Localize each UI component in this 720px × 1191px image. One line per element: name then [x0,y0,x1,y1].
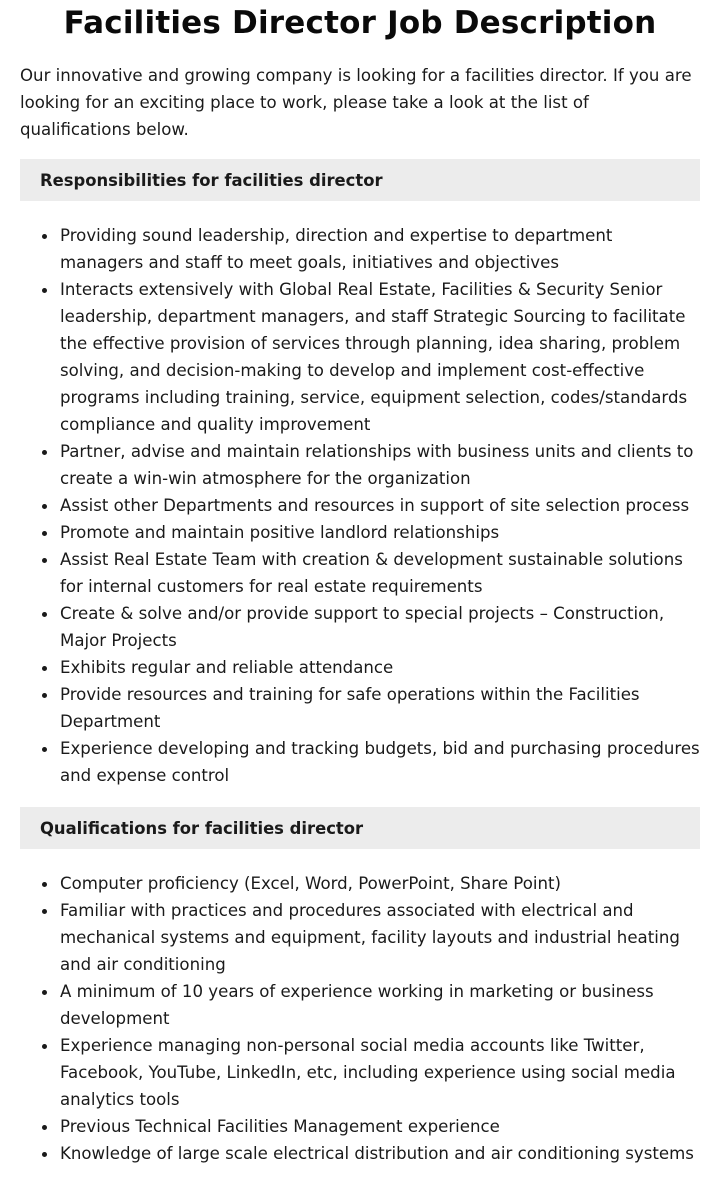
list-item: Provide resources and training for safe operations within the Facilities Department [60,681,700,735]
qualifications-heading: Qualifications for facilities director [40,818,364,838]
responsibilities-header [20,159,700,201]
intro-paragraph: Our innovative and growing company is looking for a facilities director. If you are looking for an exciting place to work, please take a look at the list of qualifications below. [20,66,692,139]
responsibilities-heading: Responsibilities for facilities director [40,170,383,190]
list-item: Interacts extensively with Global Real Estate, Facilities & Security Senior leadership, department managers, and staff Strategic Sourcing to facilitate the effective provision of services through planning, idea sharing, problem solving, and decision-making to develop and implement cost-effective programs including training, service, equipment selection, codes/standards compliance and quality improvement [60,276,700,438]
qualifications-header [20,807,700,849]
list-item: Experience developing and tracking budgets, bid and purchasing procedures and expense control [60,735,700,789]
page-title: Facilities Director Job Description [63,5,657,41]
list-item: Create & solve and/or provide support to special projects – Construction, Major Projects [60,600,700,654]
list-item: Assist Real Estate Team with creation & development sustainable solutions for internal customers for real estate requirements [60,546,700,600]
responsibilities-list [20,222,700,789]
list-item: Knowledge of large scale electrical distribution and air conditioning systems [60,1140,700,1167]
list-item: Providing sound leadership, direction and expertise to department managers and staff to meet goals, initiatives and objectives [60,222,700,276]
list-item: Previous Technical Facilities Management experience [60,1113,700,1140]
qualifications-list [20,870,700,1167]
list-item: Computer proficiency (Excel, Word, PowerPoint, Share Point) [60,870,700,897]
list-item: Experience managing non-personal social media accounts like Twitter, Facebook, YouTube, LinkedIn, etc, including experience using social media analytics tools [60,1032,700,1113]
list-item: Partner, advise and maintain relationships with business units and clients to create a win-win atmosphere for the organization [60,438,700,492]
list-item: Exhibits regular and reliable attendance [60,654,700,681]
list-item: Promote and maintain positive landlord relationships [60,519,700,546]
list-item: A minimum of 10 years of experience working in marketing or business development [60,978,700,1032]
list-item: Familiar with practices and procedures associated with electrical and mechanical systems and equipment, facility layouts and industrial heating and air conditioning [60,897,700,978]
list-item: Assist other Departments and resources in support of site selection process [60,492,700,519]
